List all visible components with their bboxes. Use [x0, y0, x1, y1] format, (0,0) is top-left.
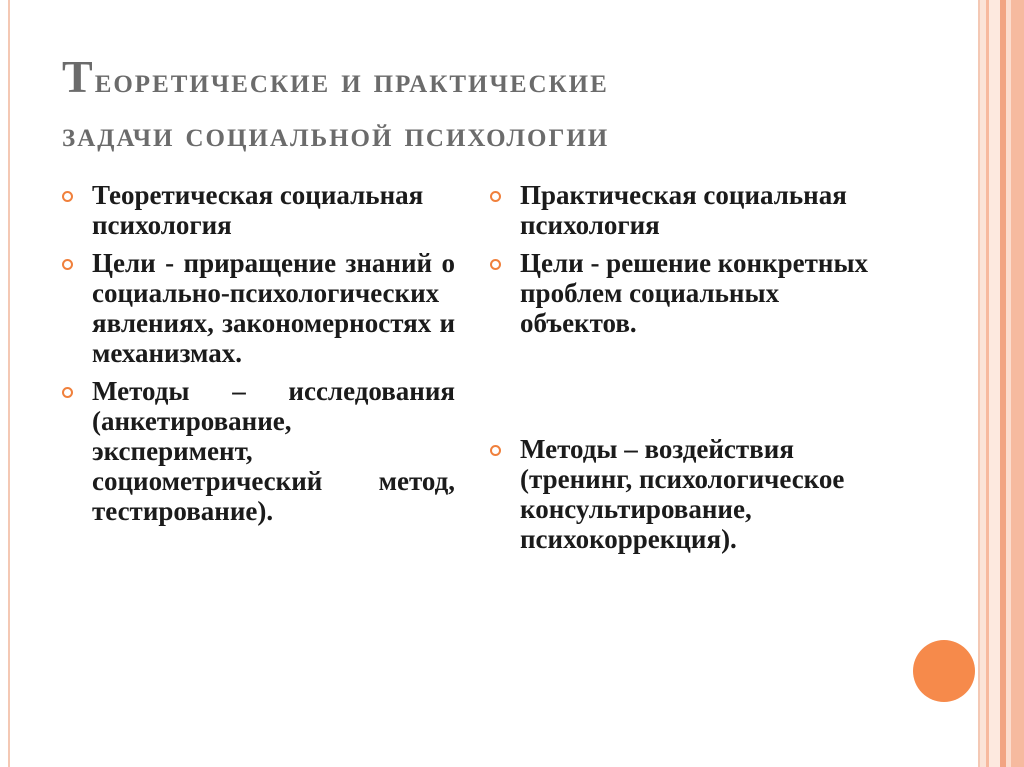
list-item-text: Методы – воздействия (тренинг, психологическое консультирование, психокоррекция).: [520, 434, 845, 554]
left-column: [60, 180, 455, 534]
list-item: [60, 376, 455, 526]
title-line2: задачи социальной психологии: [62, 114, 610, 154]
list-item-text: Цели - решение конкретных проблем социальных объектов.: [520, 248, 869, 338]
slide-title: [62, 50, 922, 161]
list-item: [60, 180, 455, 240]
title-line1: еоретические и практические: [94, 60, 609, 100]
title-initial: Т: [62, 51, 95, 102]
bullet-icon: [490, 445, 501, 456]
list-item-text: Цели - приращение знаний о социально-психологических явлениях, закономерностях и механизмах.: [92, 248, 455, 368]
bullet-icon: [62, 191, 73, 202]
list-item-text: Методы – исследования (анкетирование, эксперимент, социометрический метод, тестирование).: [92, 376, 455, 526]
bullet-icon: [490, 191, 501, 202]
bullet-icon: [62, 259, 73, 270]
list-item: [60, 248, 455, 368]
list-item: [488, 180, 888, 240]
decorative-circle: [913, 640, 975, 702]
bullet-icon: [62, 387, 73, 398]
list-item: [488, 248, 888, 338]
decorative-stripes: [980, 0, 1024, 767]
list-item: [488, 434, 888, 554]
right-column: [488, 180, 888, 562]
list-item-text: Практическая социальная психология: [520, 180, 847, 240]
bullet-icon: [490, 259, 501, 270]
list-item-text: Теоретическая социальная психология: [92, 180, 424, 240]
